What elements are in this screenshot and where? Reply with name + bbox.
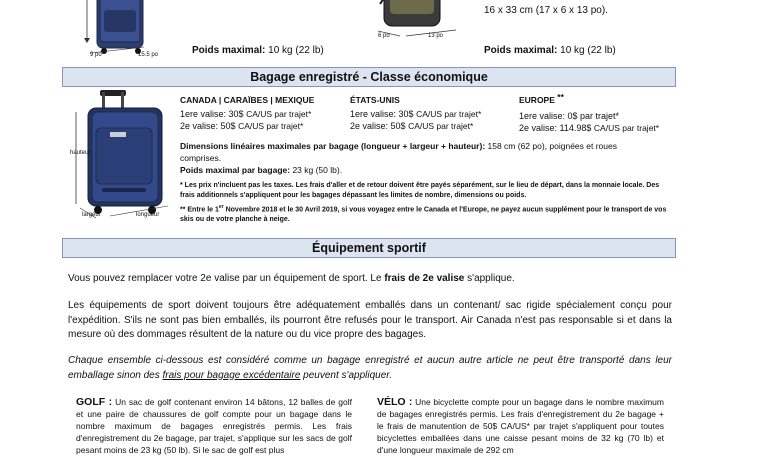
weight-text: Poids maximal par bagage: 23 kg (50 lb). (180, 165, 343, 175)
max-weight-value: 10 kg (22 lb) (268, 45, 324, 56)
section-header-sports-equipment: Équipement sportif (62, 238, 676, 258)
carryon-max-weight (192, 44, 324, 57)
second-bag-fee: 2e valise: 50$ CA/US par trajet* (350, 121, 474, 131)
dimensions-text: Dimensions linéaires maximales par bagage (longueur + largeur + hauteur): 158 cm (62 po), poignées et roues comprises. (180, 141, 617, 163)
fee-column-usa (350, 94, 518, 132)
width-label: largeur (82, 212, 101, 218)
excess-baggage-fee-link[interactable]: frais pour bagage excédentaire (162, 369, 301, 381)
second-bag-fee-link[interactable]: frais de 2e valise (384, 273, 465, 284)
bag-max-weight (484, 44, 616, 57)
bag-width-label: 6 po (378, 33, 390, 39)
max-weight-label: Poids maximal: (192, 45, 266, 56)
sport-intro: Vous pouvez remplacer votre 2e valise par un équipement de sport. Le frais de 2e valise s'applique. (68, 273, 515, 284)
sport-checked-note: Chaque ensemble ci-dessous est considéré comme un bagage enregistré et aucun autre article ne peut être transporté dans leur emballage sinon des frais pour bagage excédentaire peuvent s'appliquer. (68, 355, 672, 381)
second-bag-fee: 2e valise: 50$ CA/US par trajet* (180, 121, 304, 131)
fee-column-canada (180, 94, 350, 132)
region-header: CANADA | CARAÏBES | MEXIQUE (180, 95, 315, 105)
first-bag-fee: 1ere valise: 30$ CA/US par trajet* (350, 109, 482, 119)
carryon-depth-label: 15.5 po (138, 52, 159, 58)
fee-column-europe (519, 94, 687, 134)
bicycle-paragraph: VÉLO : Une bicyclette compte pour un bagage dans le nombre maximum de bagages enregistrés permis. Les frais d'enregistrement du 2e bagage + le frais de manutention de 50$ CA/US* par trajet s'appliquent pour toutes bicyclettes emballées dans une caisse pesant moins de 32 kg (70 lb) et d'une longueur maximale de 292 cm (377, 396, 664, 455)
bag-dimensions: 16 x 33 cm (17 x 6 x 13 po). (484, 5, 608, 16)
first-bag-fee: 1ere valise: 0$ par trajet* (519, 111, 620, 121)
bag-depth-label: 13 po (428, 33, 444, 39)
footnote-taxes: * Les prix n'incluent pas les taxes. Les frais d'aller et de retour doivent être payés séparément, sur le lieu de départ, dans la monnaie locale. Des frais additionnels s'appliquent pour les bagages dépassant les limites de nombre, dimensions ou poids. (180, 182, 660, 199)
section-header-checked-baggage: Bagage enregistré - Classe économique (62, 67, 676, 87)
region-header: ÉTATS-UNIS (350, 95, 400, 105)
footnote-europe: ** Entre le 1er Novembre 2018 et le 30 Avril 2019, si vous voyagez entre le Canada et l'Europe, ne payez aucun supplément pour le transport de vos skis ou de votre planche à neige. (180, 204, 667, 223)
length-label: longueur (136, 212, 160, 218)
first-bag-fee: 1ere valise: 30$ CA/US par trajet* (180, 109, 312, 119)
second-bag-fee: 2e valise: 114.98$ CA/US par trajet* (519, 123, 660, 133)
height-label: hauteur (70, 150, 91, 156)
golf-paragraph: GOLF : Un sac de golf contenant environ 14 bâtons, 12 balles de golf et une paire de chaussures de golf compte pour un bagage dans le nombre maximum de bagages enregistrés permis. Les frais d'enregistrement du 2e bagage, par trajet, s'applique sur les sacs de golf pesant moins de 23 kg (50 lb). Si le sac de golf est plus (76, 396, 353, 455)
max-weight-label: Poids maximal: (484, 45, 558, 56)
carryon-width-label: 9 po (90, 52, 102, 58)
sport-packing-paragraph: Les équipements de sport doivent toujours être adéquatement emballés dans un contenant/ sac rigide spécialement conçu pour l'expédition. S'ils ne sont pas bien emballés, ils pourront être refusés pour le transport. Air Canada n'est pas responsable si et dans la mesure où des dommages résultent de la nature ou du vice propre des bagages. (68, 300, 672, 340)
max-weight-value: 10 kg (22 lb) (560, 45, 616, 56)
region-header: EUROPE ** (519, 92, 564, 105)
